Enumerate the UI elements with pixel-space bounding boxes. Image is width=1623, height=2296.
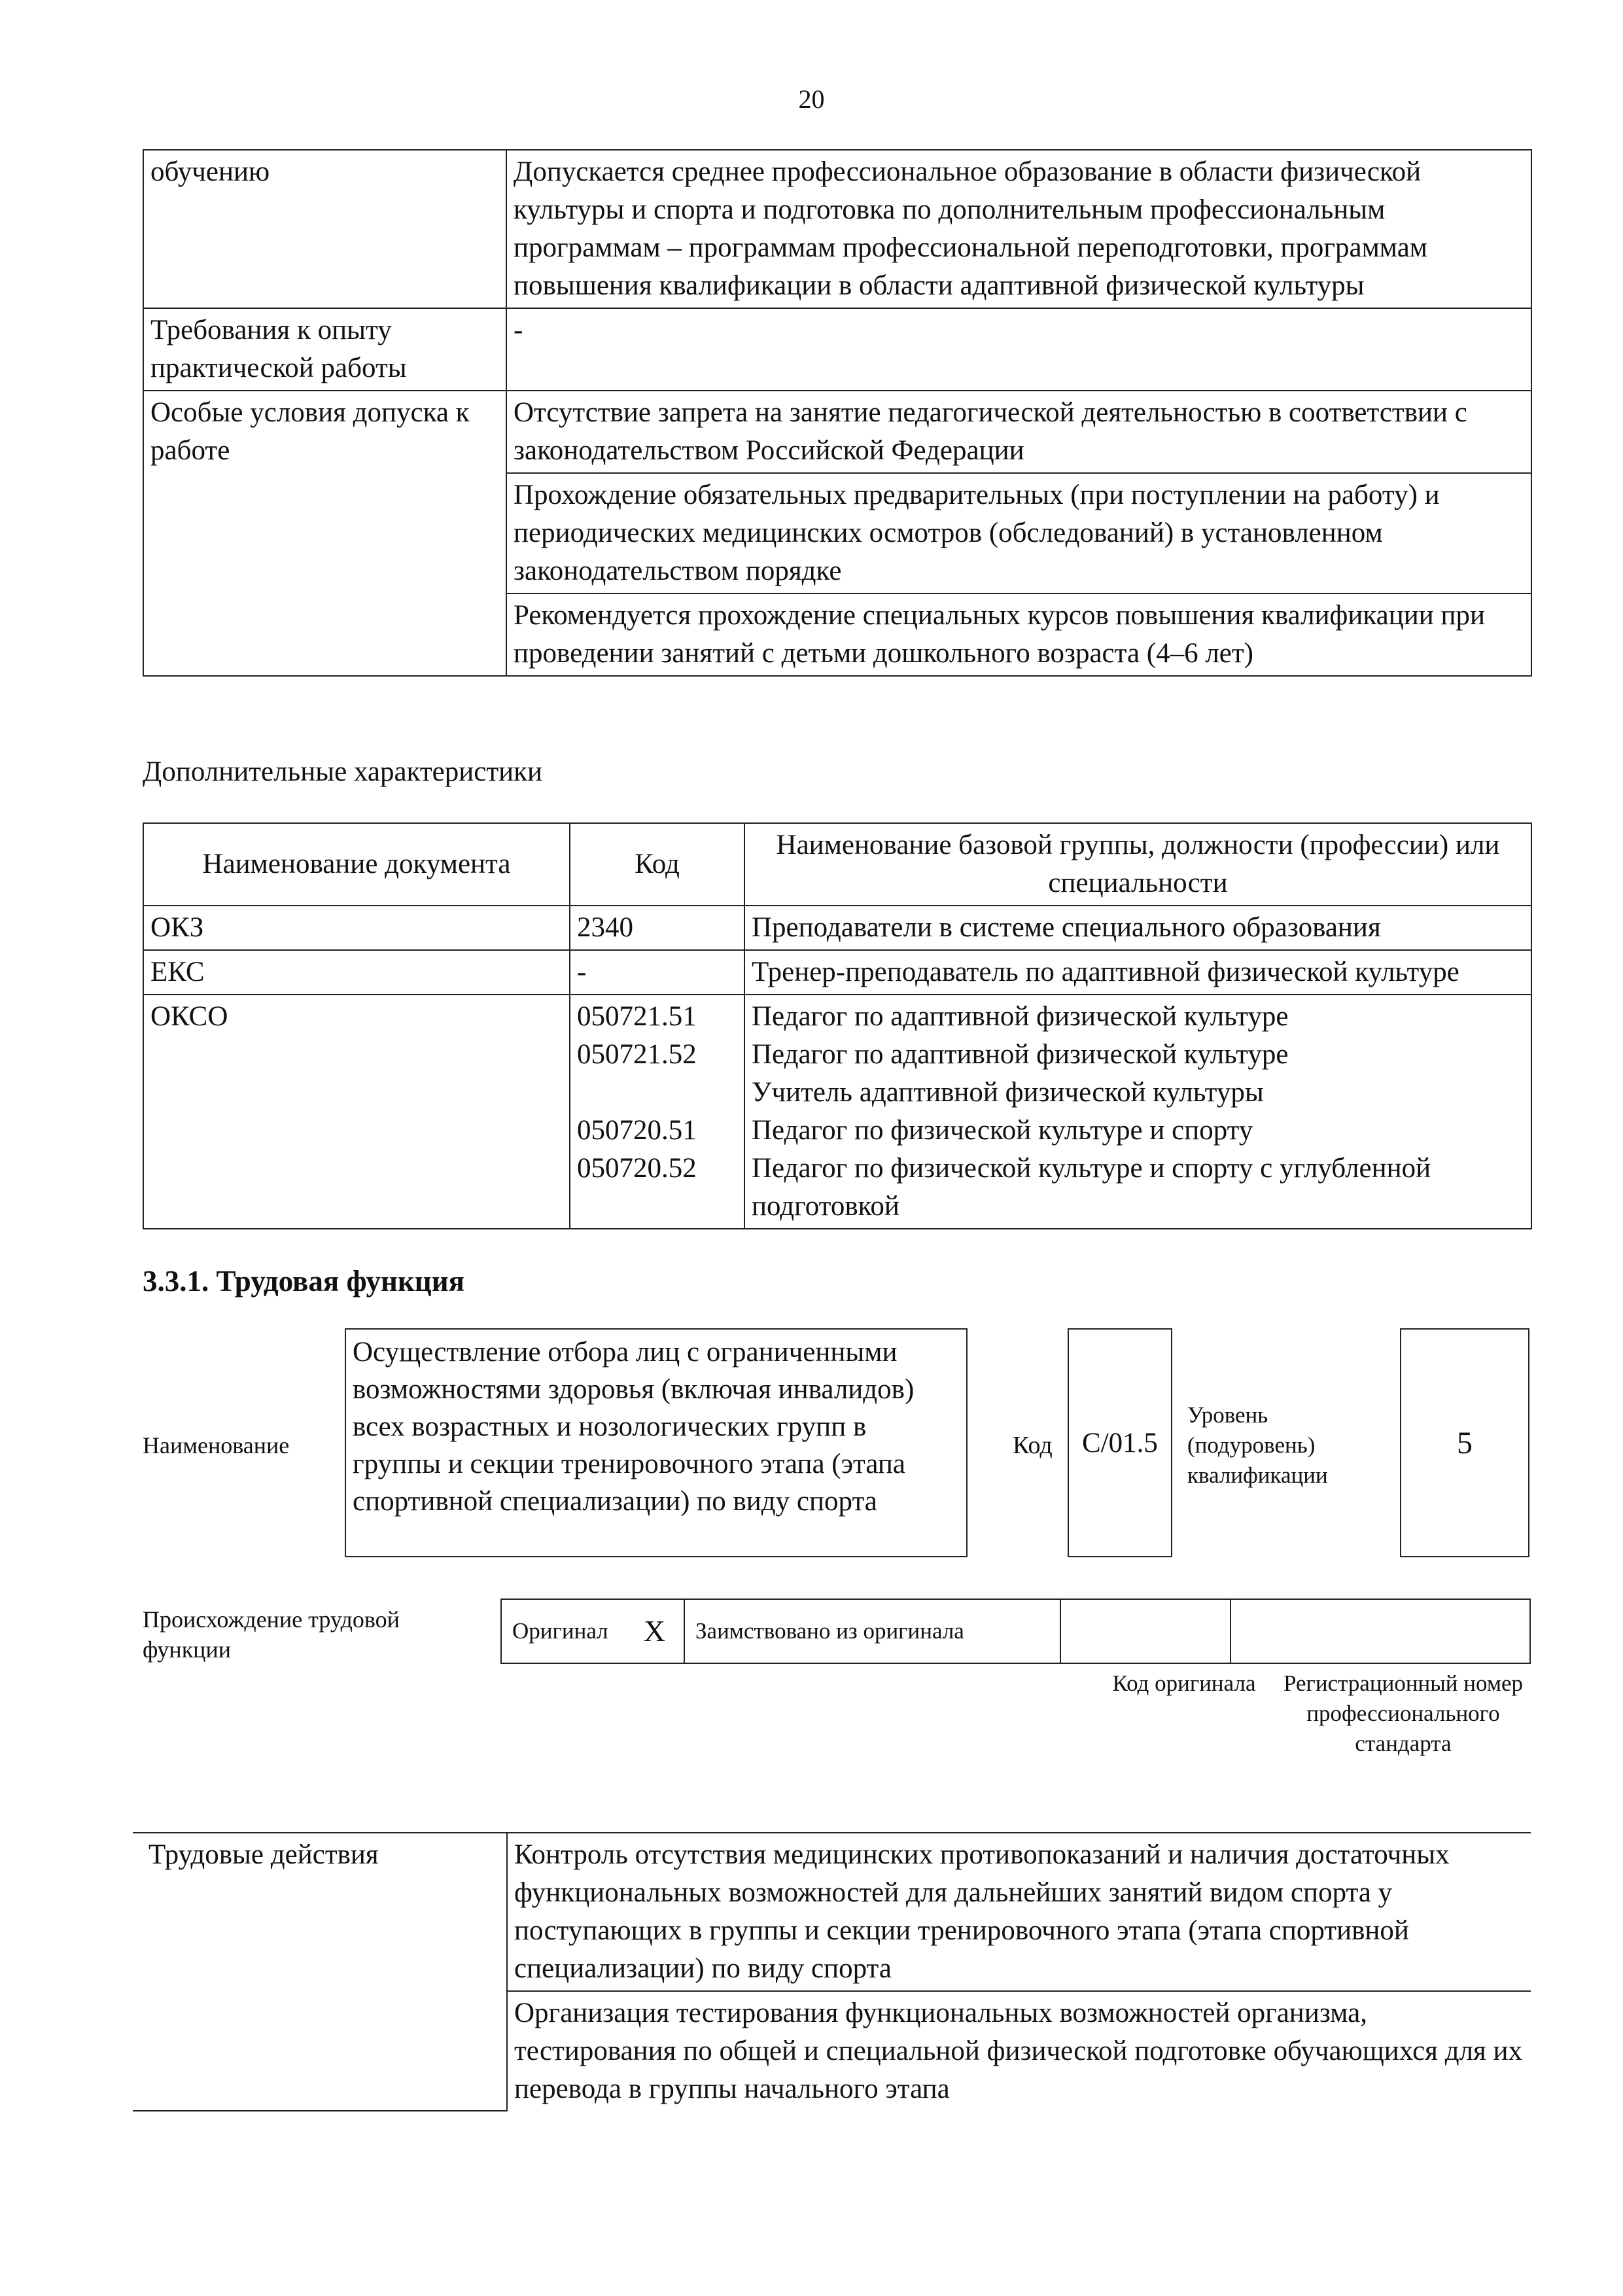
table-row xyxy=(501,1599,1530,1663)
table-row xyxy=(143,150,1531,308)
row-label: обучению xyxy=(143,150,506,308)
cell-code: 2340 xyxy=(570,906,744,950)
row-value: Прохождение обязательных предварительных (при поступлении на работу) и периодических медицинских осмотров (обследований) в установленном законодательством порядке xyxy=(506,473,1531,593)
row-value: Рекомендуется прохождение специальных курсов повышения квалификации при проведении занятий с детьми дошкольного возраста (4–6 лет) xyxy=(506,593,1531,676)
registration-number-cell xyxy=(1230,1599,1530,1663)
labor-function-name: Осуществление отбора лиц с ограниченными возможностями здоровья (включая инвалидов) всех возрастных и нозологических групп в группы и секции тренировочного этапа (этапа спортивной специализации) по виду спорта xyxy=(345,1328,968,1557)
original-code-cell xyxy=(1060,1599,1230,1663)
table-row xyxy=(143,906,1531,950)
table-row xyxy=(143,391,1531,473)
row-label: Требования к опыту практической работы xyxy=(143,308,506,391)
table-row xyxy=(133,1833,1531,1991)
level-label: Уровень (подуровень) квалификации xyxy=(1187,1402,1328,1488)
header-doc: Наименование документа xyxy=(143,823,570,906)
labor-action-item: Контроль отсутствия медицинских противопоказаний и наличия достаточных функциональных возможностей для дальнейших занятий видом спорта у поступающих в группы и секции тренировочного этапа (этапа спортивной специализации) по виду спорта xyxy=(507,1833,1531,1991)
additional-table xyxy=(143,822,1532,1229)
labor-function-code: C/01.5 xyxy=(1068,1328,1172,1557)
cell-doc: ЕКС xyxy=(143,950,570,995)
labor-actions-table xyxy=(133,1832,1531,2111)
table-row xyxy=(143,995,1531,1229)
original-label: Оригинал xyxy=(501,1599,625,1663)
row-value: Отсутствие запрета на занятие педагогической деятельностью в соответствии с законодательством Российской Федерации xyxy=(506,391,1531,473)
cell-doc: ОКСО xyxy=(143,995,570,1229)
cell-name: Преподаватели в системе специального образования xyxy=(744,906,1531,950)
labor-action-item: Организация тестирования функциональных возможностей организма, тестирования по общей и специальной физической подготовке обучающихся для их перевода в группы начального этапа xyxy=(507,1991,1531,2111)
name-label: Наименование xyxy=(143,1432,290,1458)
labor-function-title: 3.3.1. Трудовая функция xyxy=(143,1265,465,1298)
labor-actions-label: Трудовые действия xyxy=(133,1833,507,2111)
row-label: Особые условия допуска к работе xyxy=(143,391,506,676)
original-mark: X xyxy=(625,1599,684,1663)
cell-code: - xyxy=(570,950,744,995)
additional-title: Дополнительные характеристики xyxy=(143,756,543,787)
requirements-table xyxy=(143,149,1532,677)
table-header-row xyxy=(143,823,1531,906)
qualification-level: 5 xyxy=(1400,1328,1529,1557)
origin-label: Происхождение трудовой функции xyxy=(143,1606,400,1663)
registration-caption: Регистрационный номер профессионального стандарта xyxy=(1283,1670,1524,1756)
borrowed-label: Заимствовано из оригинала xyxy=(684,1599,1060,1663)
row-value: Допускается среднее профессиональное образование в области физической культуры и спорта и подготовка по дополнительным профессиональным программам – программам профессиональной переподготовки, программам повышения квалификации в области адаптивной физической культуры xyxy=(506,150,1531,308)
table-row xyxy=(143,308,1531,391)
row-value: - xyxy=(506,308,1531,391)
origin-table xyxy=(500,1598,1531,1664)
table-row xyxy=(143,950,1531,995)
header-name: Наименование базовой группы, должности (профессии) или специальности xyxy=(744,823,1531,906)
code-label: Код xyxy=(1013,1432,1053,1459)
code-caption: Код оригинала xyxy=(1112,1670,1256,1696)
cell-name: Педагог по адаптивной физической культуре Педагог по адаптивной физической культуре Учитель адаптивной физической культуры Педагог по физической культуре и спорту Педагог по физической культуре и спорту с углубленной подготовкой xyxy=(744,995,1531,1229)
cell-doc: ОКЗ xyxy=(143,906,570,950)
cell-code: 050721.51 050721.52 050720.51 050720.52 xyxy=(570,995,744,1229)
header-code: Код xyxy=(570,823,744,906)
page-number: 20 xyxy=(798,84,825,114)
cell-name: Тренер-преподаватель по адаптивной физической культуре xyxy=(744,950,1531,995)
